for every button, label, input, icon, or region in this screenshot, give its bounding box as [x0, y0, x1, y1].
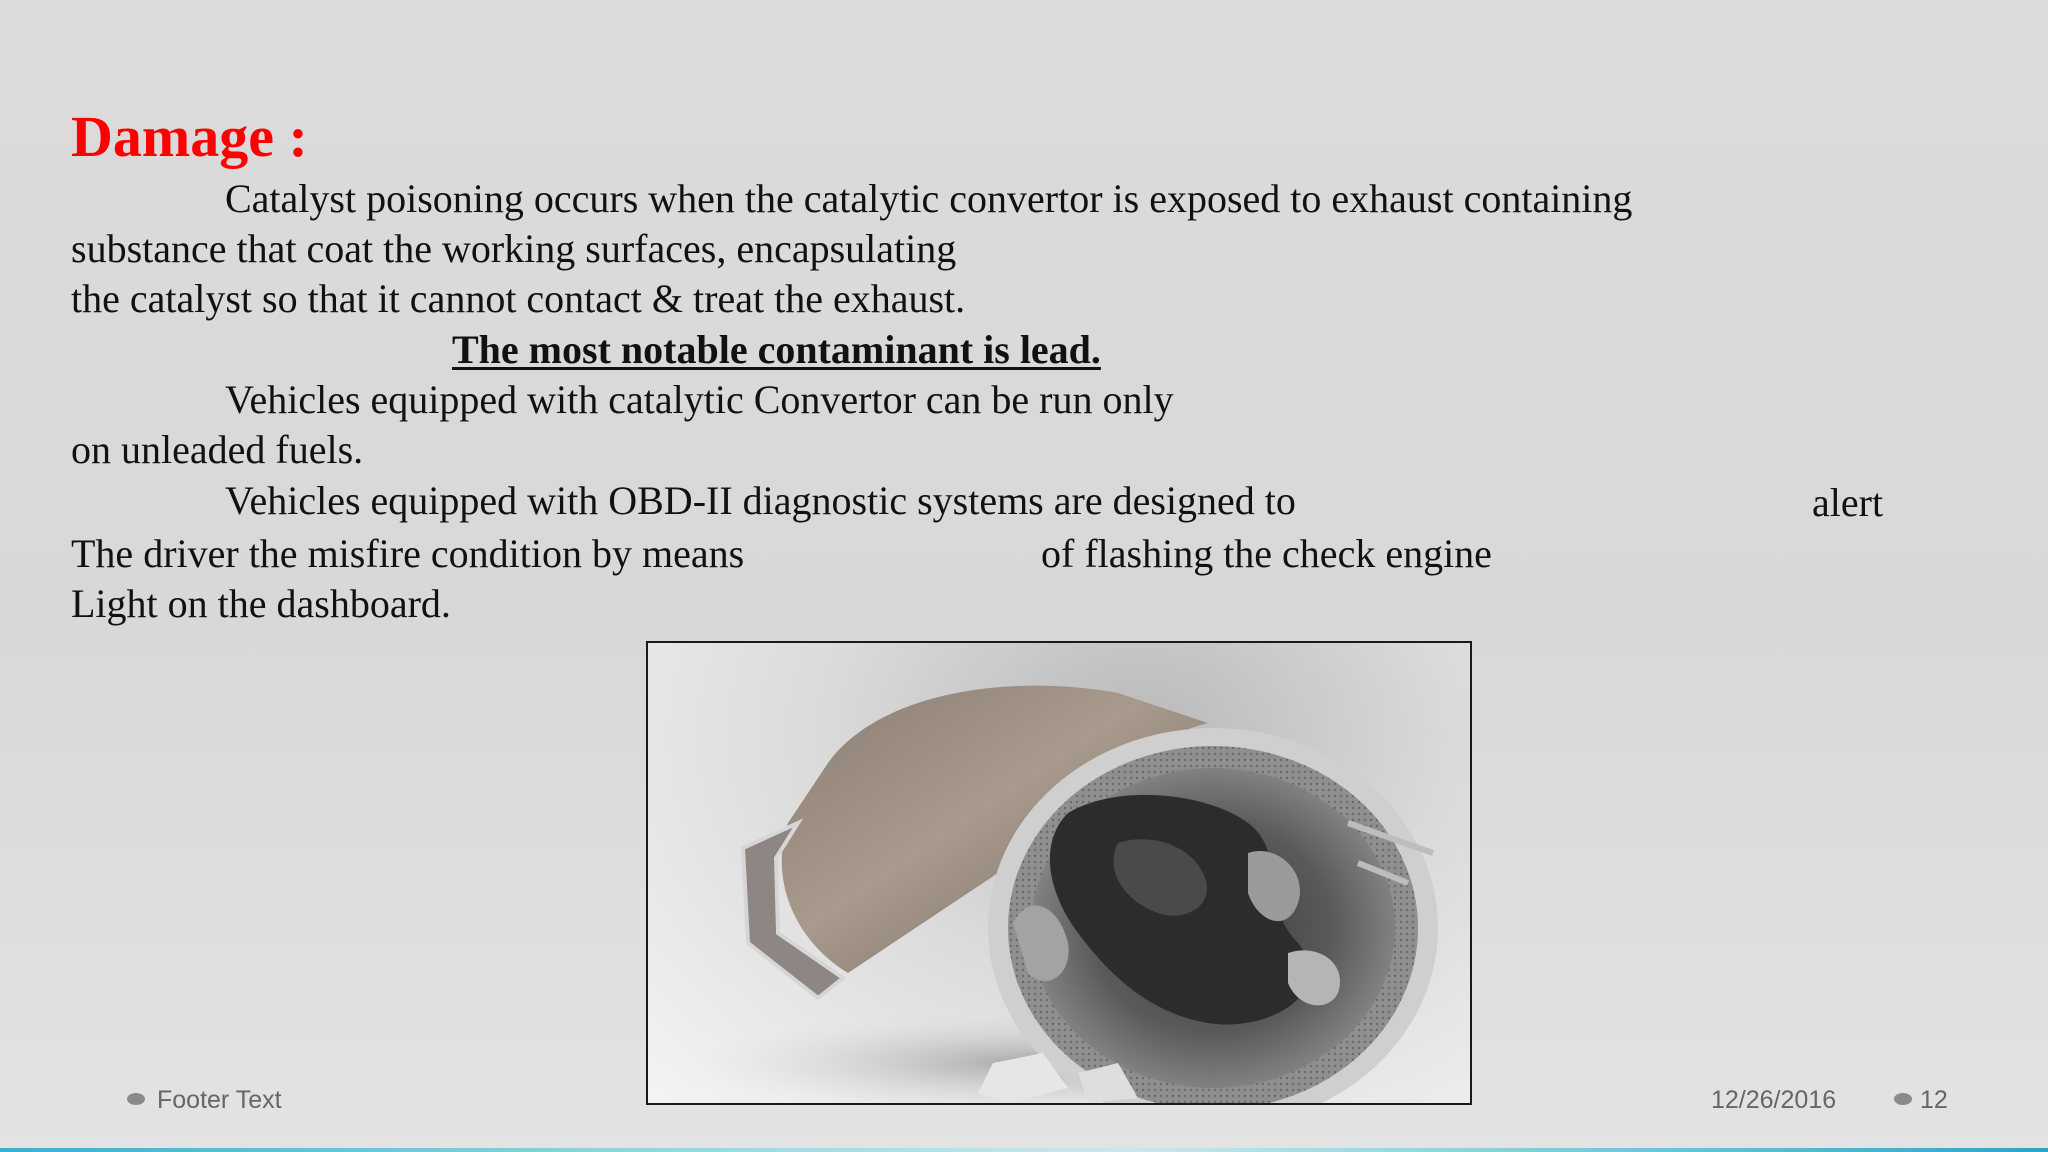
paragraph-3-line-1-end: alert	[1812, 480, 1884, 525]
damaged-catalytic-converter-icon	[648, 643, 1470, 1103]
paragraph-2-line-1: Vehicles equipped with catalytic Convertor can be run only	[225, 377, 1174, 422]
paragraph-3-line-2-end: of flashing the check engine	[1041, 531, 1492, 576]
accent-bar	[0, 1148, 2048, 1152]
slide-title: Damage :	[71, 104, 308, 169]
footer-text: Footer Text	[157, 1086, 282, 1114]
paragraph-3-line-2: The driver the misfire condition by means	[71, 531, 745, 576]
paragraph-2-line-2: on unleaded fuels.	[71, 427, 364, 472]
page-number: 12	[1920, 1086, 1948, 1114]
paragraph-1-line-3: the catalyst so that it cannot contact & treat the exhaust.	[71, 276, 966, 321]
paragraph-3-line-1: Vehicles equipped with OBD-II diagnostic systems are designed to	[225, 478, 1296, 523]
damaged-catalytic-converter-photo	[646, 641, 1472, 1105]
page-number-bullet-icon	[1894, 1093, 1912, 1105]
footer-bullet-icon	[127, 1093, 145, 1105]
footer-date: 12/26/2016	[1711, 1086, 1837, 1114]
emphasis-line: The most notable contaminant is lead.	[452, 327, 1101, 372]
paragraph-1-line-1: Catalyst poisoning occurs when the catalytic convertor is exposed to exhaust containing	[225, 176, 1633, 221]
paragraph-3-line-3: Light on the dashboard.	[71, 581, 451, 626]
paragraph-1-line-2: substance that coat the working surfaces, encapsulating	[71, 226, 957, 271]
